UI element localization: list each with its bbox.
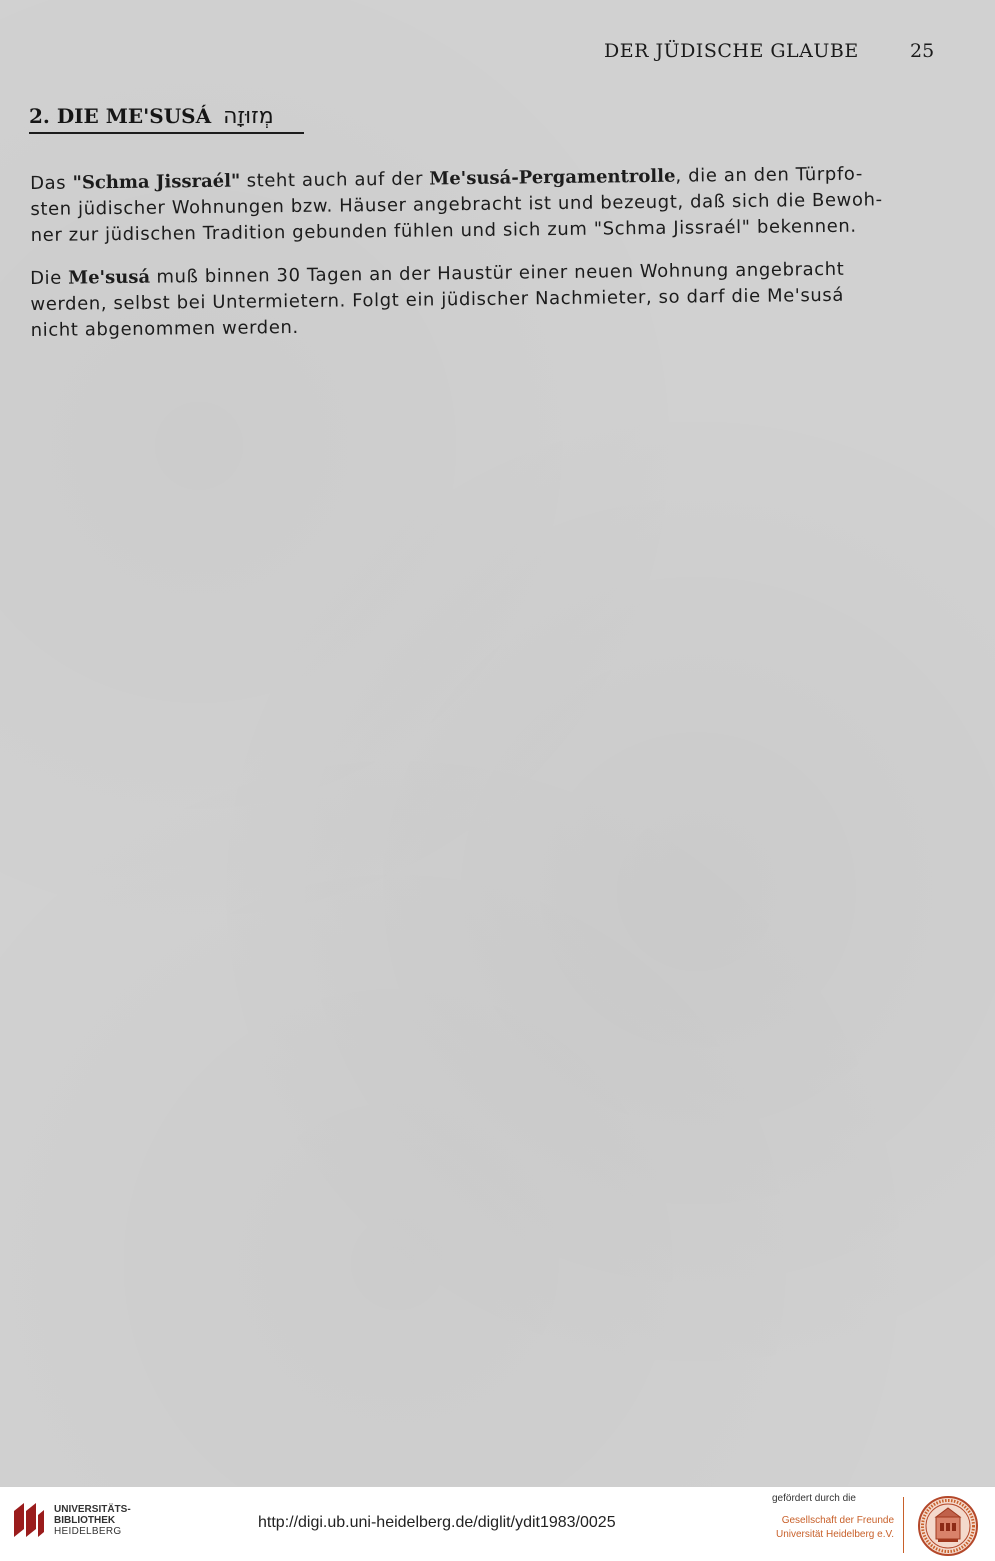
footer-divider xyxy=(903,1497,904,1553)
library-name-line-2: BIBLIOTHEK xyxy=(54,1515,116,1526)
text-run: steht auch auf der xyxy=(240,168,430,192)
section-title xyxy=(29,104,274,129)
library-name-line-1: UNIVERSITÄTS- xyxy=(54,1504,131,1515)
bold-term-mesusa: Me'susá xyxy=(68,266,151,289)
library-name-line-3: HEIDELBERG xyxy=(54,1526,122,1537)
text-run: Die xyxy=(30,267,69,289)
section-title-text: 2. DIE ME'SUSÁ xyxy=(29,104,212,128)
ub-heidelberg-logo-icon[interactable] xyxy=(12,1501,46,1539)
text-run: , die an den Türpfo- xyxy=(675,163,864,187)
bold-term-schma: "Schma Jissraél" xyxy=(72,170,241,194)
running-head: DER JÜDISCHE GLAUBE xyxy=(604,40,859,62)
paragraph-2 xyxy=(30,256,951,344)
paragraph-2-line-2: werden, selbst bei Untermietern. Folgt ein jüdischer Nachmieter, so darf die Me'susá xyxy=(30,284,845,315)
sponsor-name-line-2: Universität Heidelberg e.V. xyxy=(775,1529,894,1540)
text-run: muß binnen 30 Tagen an der Haustür einer neuen Wohnung angebracht xyxy=(149,258,845,288)
university-seal-icon xyxy=(917,1495,979,1557)
paragraph-2-line-3: nicht abgenommen werden. xyxy=(30,316,299,341)
paragraph-1-line-2: sten jüdischer Wohnungen bzw. Häuser angebracht ist und bezeugt, daß sich die Bewoh- xyxy=(30,189,883,220)
title-underline xyxy=(29,132,304,134)
footer-bar xyxy=(0,1486,995,1561)
paragraph-1-line-3: ner zur jüdischen Tradition gebunden fühlen und sich zum "Schma Jissraél" bekennen. xyxy=(30,215,857,246)
text-run: Das xyxy=(30,172,73,194)
library-name[interactable] xyxy=(54,1504,131,1537)
permalink-url[interactable]: http://digi.ub.uni-heidelberg.de/diglit/ydit1983/0025 xyxy=(258,1514,616,1531)
section-title-hebrew: מְזוּזָה xyxy=(223,104,274,129)
sponsor-name-line-1: Gesellschaft der Freunde xyxy=(781,1515,894,1526)
page-number: 25 xyxy=(910,40,935,62)
paragraph-1 xyxy=(30,161,951,249)
sponsor-label: gefördert durch die xyxy=(772,1493,856,1504)
bold-term-pergamentrolle: Me'susá-Pergamentrolle xyxy=(429,165,676,190)
sponsor-name[interactable] xyxy=(772,1514,894,1542)
